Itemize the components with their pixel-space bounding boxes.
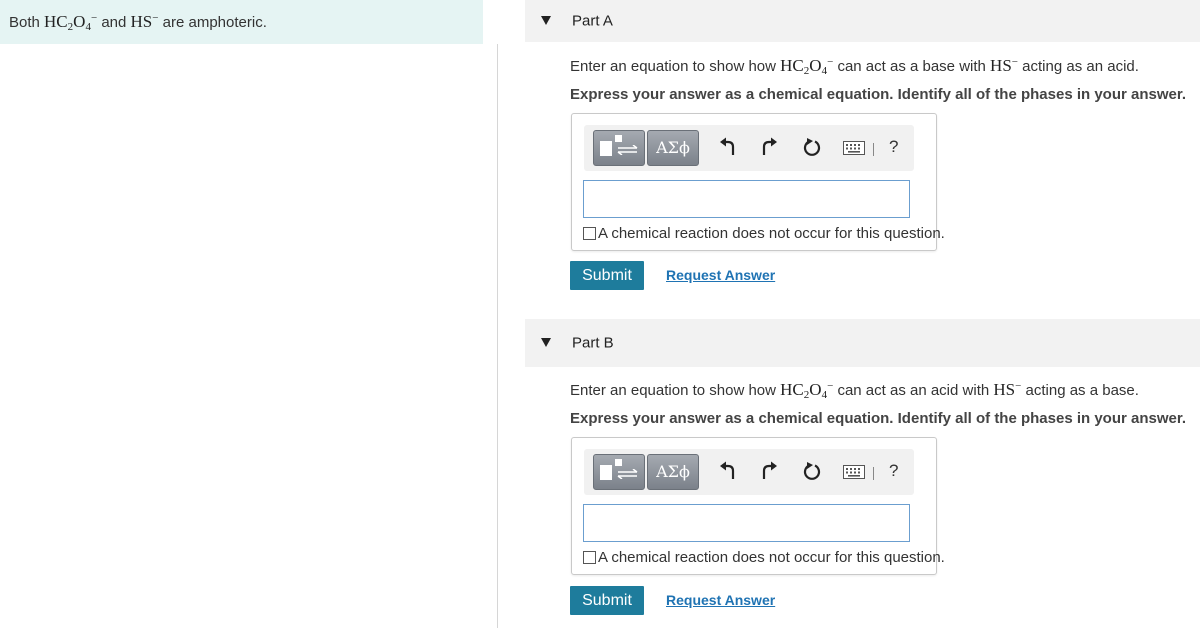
part-a-title: Part A — [572, 12, 613, 30]
formula-sub: 4 — [821, 65, 828, 77]
formula-charge: − — [1011, 56, 1018, 68]
question-text: acting as an acid. — [1022, 58, 1139, 75]
equilibrium-arrow-icon — [617, 145, 639, 155]
templates-button[interactable] — [593, 130, 645, 166]
question-text: Enter an equation to show how — [570, 382, 776, 399]
greek-symbols-button[interactable]: ΑΣϕ — [647, 454, 699, 490]
formula-sub: 4 — [85, 21, 91, 33]
templates-button[interactable] — [593, 454, 645, 490]
formula-charge: − — [152, 12, 159, 24]
submit-button[interactable]: Submit — [570, 586, 644, 615]
no-reaction-checkbox[interactable] — [583, 551, 596, 564]
keyboard-icon[interactable] — [843, 465, 865, 479]
part-b-title: Part B — [572, 334, 614, 352]
no-reaction-label: A chemical reaction does not occur for this question. — [598, 225, 945, 242]
redo-icon[interactable] — [760, 461, 778, 481]
formula-sub: 2 — [803, 389, 810, 401]
formula-base: HC — [780, 56, 804, 75]
reset-icon[interactable] — [802, 461, 822, 481]
formula-hc2o4 — [44, 12, 97, 31]
formula-hs — [131, 12, 159, 31]
templates-icon-small — [615, 459, 622, 466]
toolbar-separator — [873, 143, 874, 156]
toolbar-separator — [873, 467, 874, 480]
formula-charge: − — [90, 12, 98, 24]
formula-charge: − — [827, 56, 834, 68]
formula-sub: 2 — [67, 21, 74, 33]
templates-icon — [600, 141, 612, 156]
formula-charge: − — [827, 380, 834, 392]
question-text: can act as an acid with — [837, 382, 990, 399]
formula-hc2o4 — [780, 380, 833, 399]
help-icon[interactable]: ? — [889, 137, 899, 156]
question-text: acting as a base. — [1025, 382, 1139, 399]
collapse-triangle-icon[interactable] — [541, 16, 551, 25]
intro-panel — [0, 0, 483, 44]
undo-icon[interactable] — [719, 461, 737, 481]
formula-base: HC — [780, 380, 804, 399]
equilibrium-arrow-icon — [617, 469, 639, 479]
collapse-triangle-icon[interactable] — [541, 338, 551, 347]
formula-base: O — [809, 56, 822, 75]
part-b-instruction: Express your answer as a chemical equation. Identify all of the phases in your answer. — [570, 410, 1187, 427]
formula-sub: 4 — [821, 389, 828, 401]
formula-hs — [993, 380, 1021, 399]
part-a-question — [570, 56, 1139, 77]
templates-icon-small — [615, 135, 622, 142]
part-b-answer-box — [571, 437, 945, 575]
request-answer-link[interactable]: Request Answer — [666, 267, 776, 283]
keyboard-icon[interactable] — [843, 141, 865, 155]
undo-icon[interactable] — [719, 137, 737, 157]
formula-base: HS — [130, 12, 153, 31]
no-reaction-option[interactable] — [583, 225, 945, 242]
panel-divider — [497, 44, 498, 628]
equation-toolbar — [584, 449, 914, 495]
no-reaction-option[interactable] — [583, 549, 945, 566]
templates-icon — [600, 465, 612, 480]
submit-button[interactable]: Submit — [570, 261, 644, 290]
equation-input[interactable] — [583, 180, 910, 218]
no-reaction-label: A chemical reaction does not occur for this question. — [598, 549, 945, 566]
formula-base: HS — [993, 380, 1016, 399]
part-a-header[interactable] — [525, 0, 1200, 42]
formula-base: O — [73, 12, 86, 31]
part-b-header[interactable] — [525, 319, 1200, 367]
formula-sub: 2 — [803, 65, 810, 77]
formula-charge: − — [1015, 380, 1022, 392]
question-text: Enter an equation to show how — [570, 58, 776, 75]
request-answer-link[interactable]: Request Answer — [666, 592, 776, 608]
equation-toolbar — [584, 125, 914, 171]
intro-suffix: are amphoteric. — [162, 14, 267, 31]
intro-prefix: Both — [9, 14, 40, 31]
question-text: can act as a base with — [837, 58, 986, 75]
intro-text — [9, 12, 267, 33]
part-b-question — [570, 380, 1139, 401]
no-reaction-checkbox[interactable] — [583, 227, 596, 240]
formula-hc2o4 — [780, 56, 833, 75]
formula-base: HS — [990, 56, 1012, 75]
equation-input[interactable] — [583, 504, 910, 542]
formula-base: HC — [44, 12, 68, 31]
intro-conjunction: and — [101, 14, 127, 31]
formula-hs — [990, 56, 1018, 75]
reset-icon[interactable] — [802, 137, 822, 157]
help-icon[interactable]: ? — [889, 461, 899, 480]
greek-symbols-button[interactable]: ΑΣϕ — [647, 130, 699, 166]
part-a-answer-box — [571, 113, 945, 251]
redo-icon[interactable] — [760, 137, 778, 157]
formula-base: O — [809, 380, 822, 399]
part-a-instruction: Express your answer as a chemical equation. Identify all of the phases in your answer. — [570, 86, 1187, 103]
